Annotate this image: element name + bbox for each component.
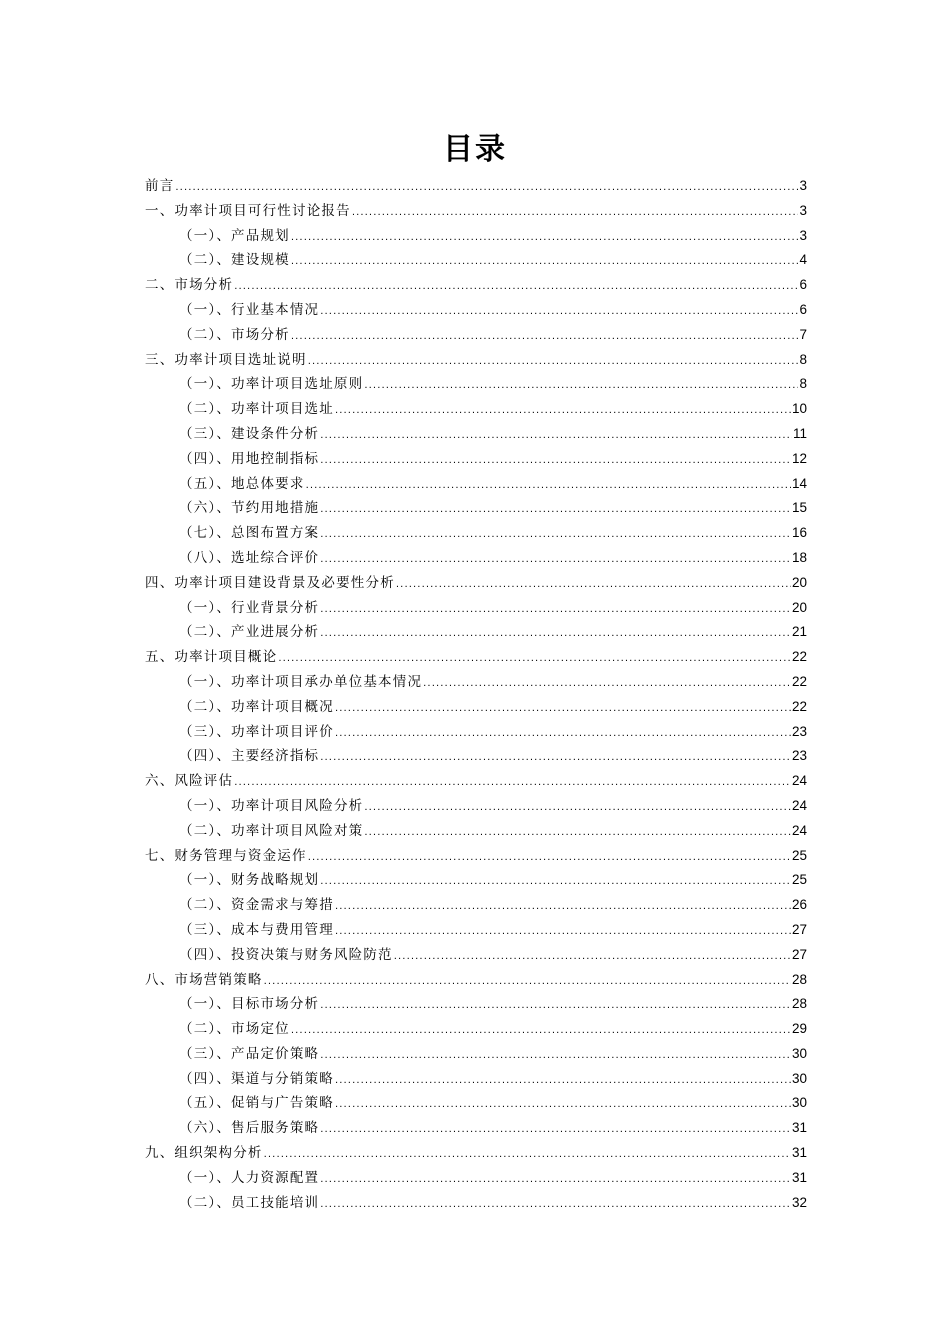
toc-page-number: 24 xyxy=(791,773,807,789)
toc-page-number: 8 xyxy=(799,351,807,367)
toc-entry-label: 五、功率计项目概论 xyxy=(145,649,278,666)
toc-entry-section[interactable] xyxy=(145,918,807,943)
toc-entry-chapter[interactable] xyxy=(145,174,807,199)
toc-page-number: 16 xyxy=(791,525,807,541)
toc-entry-section[interactable] xyxy=(145,397,807,422)
toc-page-number: 24 xyxy=(791,822,807,838)
toc-entry-label: （一）、功率计项目选址原则 xyxy=(179,376,364,393)
toc-page-number: 31 xyxy=(791,1169,807,1185)
toc-dot-leader xyxy=(264,970,791,995)
toc-entry-chapter[interactable] xyxy=(145,769,807,794)
toc-entry-section[interactable] xyxy=(145,1017,807,1042)
toc-dot-leader xyxy=(234,275,798,300)
toc-entry-section[interactable] xyxy=(145,819,807,844)
toc-dot-leader xyxy=(306,474,791,499)
toc-dot-leader xyxy=(320,1118,791,1143)
toc-entry-label: 前言 xyxy=(145,178,175,194)
toc-entry-section[interactable] xyxy=(145,1116,807,1141)
toc-entry-label: （四）、主要经济指标 xyxy=(179,748,320,765)
toc-entry-label: （三）、产品定价策略 xyxy=(179,1045,320,1062)
toc-dot-leader xyxy=(335,399,791,424)
toc-entry-section[interactable] xyxy=(145,298,807,323)
toc-page-number: 25 xyxy=(791,847,807,863)
toc-entry-section[interactable] xyxy=(145,224,807,249)
toc-page-number: 7 xyxy=(799,326,807,342)
toc-title: 目录 xyxy=(443,132,507,167)
toc-entry-section[interactable] xyxy=(145,447,807,472)
toc-page-number: 20 xyxy=(791,599,807,615)
toc-entry-section[interactable] xyxy=(145,1091,807,1116)
toc-entry-section[interactable] xyxy=(145,1166,807,1191)
toc-entry-section[interactable] xyxy=(145,546,807,571)
toc-page-number: 15 xyxy=(791,500,807,516)
toc-dot-leader xyxy=(423,672,791,697)
toc-entry-section[interactable] xyxy=(145,1191,807,1216)
toc-entry-label: （一）、财务战略规划 xyxy=(179,872,320,889)
toc-entry-label: （一）、人力资源配置 xyxy=(179,1169,320,1186)
toc-dot-leader xyxy=(175,176,798,201)
toc-page-number: 29 xyxy=(791,1021,807,1037)
toc-page-number: 27 xyxy=(791,946,807,962)
toc-entry-label: 二、市场分析 xyxy=(145,277,234,294)
toc-entry-section[interactable] xyxy=(145,794,807,819)
toc-entry-label: 四、功率计项目建设背景及必要性分析 xyxy=(145,574,395,591)
toc-entry-label: （二）、资金需求与筹措 xyxy=(179,897,334,914)
toc-entry-label: （四）、投资决策与财务风险防范 xyxy=(179,946,393,963)
toc-page-number: 24 xyxy=(791,797,807,813)
toc-page-number: 22 xyxy=(791,649,807,665)
toc-dot-leader xyxy=(364,796,791,821)
toc-entry-label: （一）、目标市场分析 xyxy=(179,996,320,1013)
toc-entry-section[interactable] xyxy=(145,422,807,447)
toc-page-number: 3 xyxy=(799,227,807,243)
toc-entry-section[interactable] xyxy=(145,521,807,546)
toc-dot-leader xyxy=(320,424,792,449)
toc-entry-label: （五）、促销与广告策略 xyxy=(179,1095,334,1112)
toc-entry-label: （一）、行业基本情况 xyxy=(179,301,320,318)
toc-entry-section[interactable] xyxy=(145,695,807,720)
toc-entry-label: （一）、功率计项目风险分析 xyxy=(179,797,364,814)
toc-dot-leader xyxy=(308,350,799,375)
toc-page-number: 6 xyxy=(799,301,807,317)
toc-dot-leader xyxy=(234,771,791,796)
toc-page-number: 10 xyxy=(791,401,807,417)
toc-entry-label: 九、组织架构分析 xyxy=(145,1145,263,1162)
toc-page-number: 18 xyxy=(791,549,807,565)
toc-page-number: 30 xyxy=(791,1045,807,1061)
toc-dot-leader xyxy=(335,920,791,945)
toc-entry-section[interactable] xyxy=(145,472,807,497)
toc-entry-label: （一）、功率计项目承办单位基本情况 xyxy=(179,673,423,690)
toc-entry-label: （六）、售后服务策略 xyxy=(179,1120,320,1137)
toc-entry-chapter[interactable] xyxy=(145,571,807,596)
toc-entry-section[interactable] xyxy=(145,744,807,769)
toc-dot-leader xyxy=(291,250,799,275)
toc-entry-label: （六）、节约用地措施 xyxy=(179,500,320,517)
toc-entry-chapter[interactable] xyxy=(145,1141,807,1166)
toc-page-number: 4 xyxy=(799,252,807,268)
toc-entry-chapter[interactable] xyxy=(145,348,807,373)
toc-page-number: 20 xyxy=(791,574,807,590)
toc-entry-section[interactable] xyxy=(145,1042,807,1067)
toc-page-number: 8 xyxy=(799,376,807,392)
toc-dot-leader xyxy=(320,598,791,623)
toc-entry-label: （一）、产品规划 xyxy=(179,227,290,244)
toc-page-number: 14 xyxy=(791,475,807,491)
toc-page-number: 22 xyxy=(791,673,807,689)
toc-entry-chapter[interactable] xyxy=(145,645,807,670)
toc-page-number: 27 xyxy=(791,921,807,937)
toc-page-number: 32 xyxy=(791,1194,807,1210)
toc-page-number: 12 xyxy=(791,450,807,466)
toc-entry-section[interactable] xyxy=(145,868,807,893)
toc-page-number: 23 xyxy=(791,723,807,739)
toc-dot-leader xyxy=(335,895,791,920)
toc-entry-label: （三）、建设条件分析 xyxy=(179,425,320,442)
toc-dot-leader xyxy=(394,945,791,970)
toc-dot-leader xyxy=(320,1168,791,1193)
toc-dot-leader xyxy=(364,821,791,846)
toc-entry-label: （八）、选址综合评价 xyxy=(179,549,320,566)
toc-entry-label: （二）、功率计项目选址 xyxy=(179,401,334,418)
toc-entry-label: 八、市场营销策略 xyxy=(145,971,263,988)
toc-entry-label: （五）、地总体要求 xyxy=(179,475,305,492)
toc-dot-leader xyxy=(335,697,791,722)
toc-entry-section[interactable] xyxy=(145,1067,807,1092)
toc-entry-section[interactable] xyxy=(145,372,807,397)
toc-page-number: 30 xyxy=(791,1095,807,1111)
toc-dot-leader xyxy=(335,1069,791,1094)
toc-dot-leader xyxy=(320,498,791,523)
toc-dot-leader xyxy=(320,994,791,1019)
toc-page-number: 28 xyxy=(791,971,807,987)
toc-entry-label: （四）、用地控制指标 xyxy=(179,450,320,467)
toc-page-number: 26 xyxy=(791,897,807,913)
toc-dot-leader xyxy=(396,573,791,598)
toc-entry-chapter[interactable] xyxy=(145,968,807,993)
toc-dot-leader xyxy=(320,1193,791,1218)
toc-dot-leader xyxy=(308,846,791,871)
toc-dot-leader xyxy=(364,374,798,399)
table-of-contents xyxy=(145,174,807,1215)
toc-dot-leader xyxy=(320,449,791,474)
toc-entry-label: （三）、成本与费用管理 xyxy=(179,921,334,938)
toc-entry-section[interactable] xyxy=(145,893,807,918)
toc-entry-section[interactable] xyxy=(145,248,807,273)
toc-dot-leader xyxy=(320,622,791,647)
toc-entry-section[interactable] xyxy=(145,992,807,1017)
toc-entry-section[interactable] xyxy=(145,670,807,695)
toc-page-number: 23 xyxy=(791,748,807,764)
toc-entry-chapter[interactable] xyxy=(145,844,807,869)
toc-dot-leader xyxy=(278,647,791,672)
toc-dot-leader xyxy=(352,201,799,226)
toc-entry-chapter[interactable] xyxy=(145,199,807,224)
toc-dot-leader xyxy=(335,722,791,747)
toc-entry-label: 三、功率计项目选址说明 xyxy=(145,351,307,368)
toc-entry-label: （一）、行业背景分析 xyxy=(179,599,320,616)
toc-dot-leader xyxy=(320,1044,791,1069)
toc-entry-label: （二）、功率计项目风险对策 xyxy=(179,822,364,839)
toc-entry-label: （七）、总图布置方案 xyxy=(179,525,320,542)
toc-entry-label: （二）、功率计项目概况 xyxy=(179,698,334,715)
toc-dot-leader xyxy=(264,1143,791,1168)
toc-entry-label: 七、财务管理与资金运作 xyxy=(145,847,307,864)
toc-entry-section[interactable] xyxy=(145,496,807,521)
toc-page-number: 22 xyxy=(791,698,807,714)
toc-page-number: 3 xyxy=(799,202,807,218)
toc-entry-section[interactable] xyxy=(145,720,807,745)
toc-page-number: 31 xyxy=(791,1145,807,1161)
toc-dot-leader xyxy=(320,548,791,573)
toc-page-number: 11 xyxy=(792,425,807,441)
toc-entry-label: （二）、建设规模 xyxy=(179,252,290,269)
toc-entry-label: 一、功率计项目可行性讨论报告 xyxy=(145,202,351,219)
toc-page-number: 28 xyxy=(791,996,807,1012)
toc-entry-label: （二）、市场分析 xyxy=(179,326,290,343)
toc-page-number: 25 xyxy=(791,872,807,888)
toc-entry-label: （四）、渠道与分销策略 xyxy=(179,1070,334,1087)
toc-dot-leader xyxy=(335,1093,791,1118)
toc-dot-leader xyxy=(320,746,791,771)
toc-page-number: 31 xyxy=(791,1120,807,1136)
toc-dot-leader xyxy=(291,1019,791,1044)
toc-entry-section[interactable] xyxy=(145,620,807,645)
toc-dot-leader xyxy=(320,523,791,548)
toc-page-number: 3 xyxy=(799,178,807,193)
toc-entry-section[interactable] xyxy=(145,943,807,968)
toc-page-number: 6 xyxy=(799,277,807,293)
toc-dot-leader xyxy=(291,226,799,251)
toc-page-number: 30 xyxy=(791,1070,807,1086)
toc-entry-label: （二）、市场定位 xyxy=(179,1021,290,1038)
toc-entry-label: （三）、功率计项目评价 xyxy=(179,723,334,740)
toc-page-number: 21 xyxy=(791,624,807,640)
toc-dot-leader xyxy=(291,325,799,350)
toc-entry-section[interactable] xyxy=(145,323,807,348)
toc-entry-label: 六、风险评估 xyxy=(145,773,234,790)
toc-entry-section[interactable] xyxy=(145,596,807,621)
toc-entry-label: （二）、产业进展分析 xyxy=(179,624,320,641)
toc-entry-label: （二）、员工技能培训 xyxy=(179,1194,320,1211)
toc-entry-chapter[interactable] xyxy=(145,273,807,298)
toc-dot-leader xyxy=(320,870,791,895)
toc-dot-leader xyxy=(320,300,798,325)
